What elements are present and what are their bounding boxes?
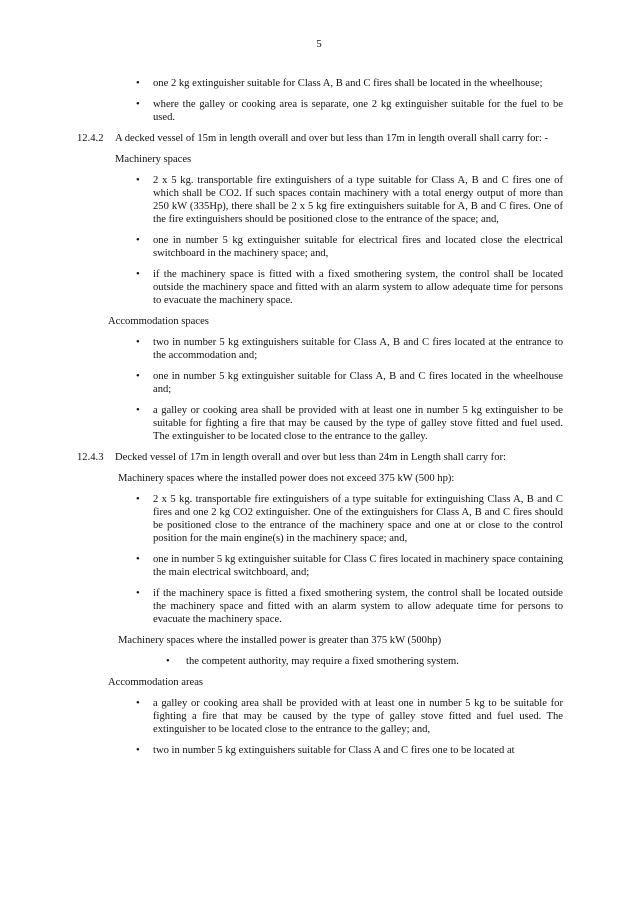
accommodation-list: [0, 336, 638, 443]
list-item: [0, 77, 638, 90]
list-item: [0, 587, 638, 626]
bullet-text: two in number 5 kg extinguishers suitable for Class A, B and C fires located at the entrance to the accommodation and;: [153, 337, 563, 361]
list-item: [0, 336, 638, 362]
bullet-icon: •: [136, 745, 140, 756]
bullet-icon: •: [136, 698, 140, 709]
bullet-icon: •: [136, 405, 140, 416]
bullet-text: where the galley or cooking area is separate, one 2 kg extinguisher suitable for the fuel to be used.: [153, 99, 563, 123]
bullet-text: if the machinery space is fitted with a fixed smothering system, the control shall be located outside the machinery space and fitted with an alarm system to allow adequate time for persons to evacuate the machinery space.: [153, 269, 563, 306]
accommodation-list: [0, 697, 638, 757]
page-content: [0, 77, 638, 765]
bullet-icon: •: [136, 337, 140, 348]
machinery-list: [0, 493, 638, 626]
bullet-text: 2 x 5 kg. transportable fire extinguishers of a type suitable for extinguishing Class A, B and C fires and one 2 kg CO2 extinguisher. One of the extinguishers for Class A, B and C fires should be positioned close to the entrance of the machinery space and one at or close to the control position for the main engine(s) in the machinery space; and,: [153, 494, 563, 544]
list-item: [0, 370, 638, 396]
bullet-text: one in number 5 kg extinguisher suitable for Class C fires located in machinery space containing the main electrical switchboard, and;: [153, 554, 563, 578]
list-item: [0, 98, 638, 124]
subheading-machinery-greater: Machinery spaces where the installed power is greater than 375 kW (500hp): [118, 635, 442, 646]
section-12-4-3: [0, 451, 638, 464]
bullet-text: 2 x 5 kg. transportable fire extinguishers of a type suitable for Class A, B and C fires one of which shall be CO2. If such spaces contain machinery with a total energy output of more than 250 kW (335Hp), there shall be 2 x 5 kg fire extinguishers suitable for A, B and C fires. One of the fire extinguishers should be positioned close to the entrance of the space; and,: [153, 175, 563, 225]
bullet-icon: •: [136, 494, 140, 505]
subheading-accommodation-spaces: Accommodation spaces: [108, 316, 209, 327]
machinery-list: [0, 174, 638, 307]
bullet-icon: •: [136, 99, 140, 110]
bullet-icon: •: [166, 656, 170, 667]
bullet-text: one in number 5 kg extinguisher suitable for electrical fires and located close the electrical switchboard in the machinery space; and,: [153, 235, 563, 259]
subheading-machinery-spaces: Machinery spaces: [115, 154, 192, 165]
list-item: [0, 493, 638, 545]
bullet-icon: •: [136, 175, 140, 186]
bullet-icon: •: [136, 371, 140, 382]
bullet-text: if the machinery space is fitted a fixed smothering system, the control shall be located outside the machinery space and fitted with an alarm system to allow adequate time for persons to evacuate the machinery space.: [153, 588, 563, 625]
list-item: [0, 655, 638, 668]
bullet-text: a galley or cooking area shall be provided with at least one in number 5 kg to be suitable for fighting a fire that may be caused by the type of galley stove fitted and fuel used. The extinguisher to be located close to the entrance to the galley; and,: [153, 698, 563, 735]
section-number: 12.4.3: [77, 452, 104, 463]
bullet-icon: •: [136, 554, 140, 565]
top-bullet-list: [0, 77, 638, 124]
section-number: 12.4.2: [77, 133, 104, 144]
list-item: [0, 174, 638, 226]
bullet-icon: •: [136, 269, 140, 280]
list-item: [0, 697, 638, 736]
list-item: [0, 553, 638, 579]
bullet-icon: •: [136, 588, 140, 599]
machinery-greater-list: [0, 655, 638, 668]
list-item: [0, 404, 638, 443]
bullet-text: the competent authority, may require a fixed smothering system.: [186, 656, 459, 667]
list-item: [0, 744, 638, 757]
subheading-accommodation-areas: Accommodation areas: [108, 677, 204, 688]
list-item: [0, 234, 638, 260]
section-text: Decked vessel of 17m in length overall and over but less than 24m in Length shall carry for:: [115, 452, 506, 463]
list-item: [0, 268, 638, 307]
bullet-icon: •: [136, 78, 140, 89]
subheading-machinery-spaces: Machinery spaces where the installed power does not exceed 375 kW (500 hp):: [118, 473, 455, 484]
bullet-text: one in number 5 kg extinguisher suitable for Class A, B and C fires located in the wheelhouse and;: [153, 371, 563, 395]
section-text: A decked vessel of 15m in length overall and over but less than 17m in length overall shall carry for: -: [115, 133, 549, 144]
page-number: 5: [316, 38, 322, 50]
bullet-text: two in number 5 kg extinguishers suitable for Class A and C fires one to be located at: [153, 745, 515, 756]
bullet-text: a galley or cooking area shall be provided with at least one in number 5 kg extinguisher to be suitable for fighting a fire that may be caused by the type of galley stove fitted and fuel used. The extinguisher to be located close to the entrance to the galley.: [153, 405, 563, 442]
section-12-4-2: [0, 132, 638, 145]
bullet-text: one 2 kg extinguisher suitable for Class A, B and C fires shall be located in the wheelhouse;: [153, 78, 543, 89]
bullet-icon: •: [136, 235, 140, 246]
